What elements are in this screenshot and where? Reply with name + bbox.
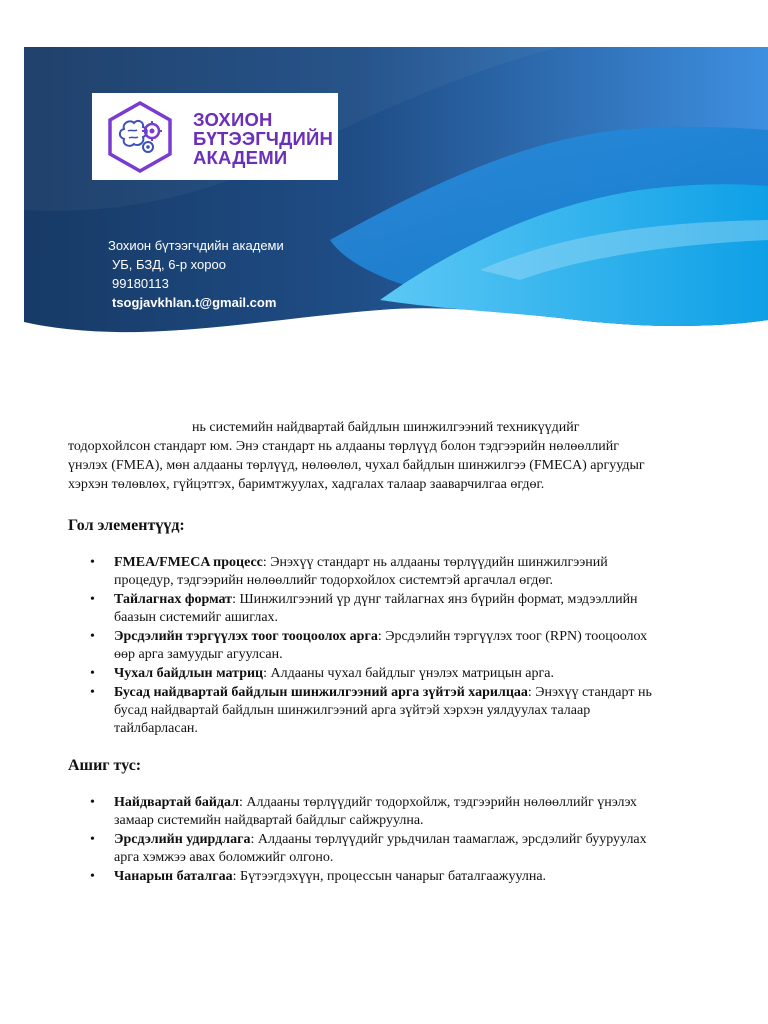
list-item-term: Бусад найдвартай байдлын шинжилгээний арга зүйтэй харилцаа xyxy=(114,685,528,700)
list-item xyxy=(68,628,708,664)
logo-text-line: БҮТЭЭГЧДИЙН xyxy=(193,128,334,149)
bullet-icon: • xyxy=(90,592,95,607)
list-item-term: FMEA/FMECA процесс xyxy=(114,555,263,570)
bullet-icon: • xyxy=(90,869,95,884)
section-heading-key-elements: Гол элементүүд: xyxy=(68,517,185,534)
list-item-term: Чухал байдлын матриц xyxy=(114,666,264,681)
list-item-line xyxy=(114,665,708,683)
list-item-line xyxy=(114,684,708,702)
intro-line: үнэлэх (FMEA), мөн алдааны төрлүүд, нөлөөлөл, чухал байдлын шинжилгээ (FMECA) аргуудыг xyxy=(68,458,645,473)
intro-line: нь системийн найдвартай байдлын шинжилгээний техникүүдийг xyxy=(192,420,580,435)
list-item-term: Чанарын баталгаа xyxy=(114,869,233,884)
list-item-line xyxy=(114,794,708,812)
list-item-line: процедур, тэдгээрийн нөлөөллийг тодорхойлох системтэй аргачлал өгдөг. xyxy=(114,573,554,588)
contact-address: УБ, БЗД, 6-р хороо xyxy=(112,257,226,272)
list-item-line: замаар системийн найдвартай байдлыг сайжруулна. xyxy=(114,813,424,828)
list-item-term: Тайлагнах формат xyxy=(114,592,233,607)
contact-email[interactable]: tsogjavkhlan.t@gmail.com xyxy=(112,295,277,310)
list-item-line xyxy=(114,831,708,849)
contact-phone: 99180113 xyxy=(112,276,169,291)
list-item-text: : Бүтээгдэхүүн, процессын чанарыг баталгаажуулна. xyxy=(232,869,547,884)
list-item xyxy=(68,591,708,627)
list-item-line xyxy=(114,868,708,886)
bullet-icon: • xyxy=(90,795,95,810)
logo-text xyxy=(193,110,333,167)
intro-line: тодорхойлсон стандарт юм. Энэ стандарт нь алдааны төрлүүд болон тэдгээрийн нөлөөллийг xyxy=(68,439,620,454)
document-body xyxy=(68,418,708,887)
list-item-text: : Энэхүү стандарт нь xyxy=(527,685,652,700)
list-item-text: : Алдааны чухал байдлыг үнэлэх матрицын арга. xyxy=(263,666,554,681)
list-item-line: бусад найдвартай байдлын шинжилгээний арга зүйтэй хэрхэн уялдуулах талаар xyxy=(114,703,591,718)
bullet-icon: • xyxy=(90,555,95,570)
bullet-icon: • xyxy=(90,685,95,700)
bullet-icon: • xyxy=(90,832,95,847)
gears-brain-hexagon-icon xyxy=(102,99,178,175)
list-item xyxy=(68,794,708,830)
academy-logo xyxy=(92,93,338,180)
list-item-line: өөр арга замуудыг агуулсан. xyxy=(114,647,283,662)
list-item-line: арга хэмжээ авах боломжийг олгоно. xyxy=(114,850,334,865)
list-item-text: : Эрсдэлийн тэргүүлэх тоог (RPN) тооцоолох xyxy=(377,629,648,644)
list-item-text: : Алдааны төрлүүдийг тодорхойлж, тэдгээрийн нөлөөллийг үнэлэх xyxy=(238,795,637,810)
list-item xyxy=(68,831,708,867)
bullet-icon: • xyxy=(90,666,95,681)
key-elements-list xyxy=(68,554,708,738)
list-item-line xyxy=(114,554,708,572)
list-item-line xyxy=(114,591,708,609)
list-item xyxy=(68,665,708,683)
list-item-term: Эрсдэлийн удирдлага xyxy=(114,832,251,847)
logo-text-line: АКАДЕМИ xyxy=(193,147,288,168)
bullet-icon: • xyxy=(90,629,95,644)
intro-line: хэрхэн төлөвлөх, гүйцэтгэх, баримтжуулах, хадгалах талаар зааварчилгаа өгдөг. xyxy=(68,477,545,492)
list-item xyxy=(68,684,708,738)
list-item-term: Найдвартай байдал xyxy=(114,795,239,810)
contact-info xyxy=(108,236,284,312)
list-item-text: : Алдааны төрлүүдийг урьдчилан таамаглаж, эрсдэлийг бууруулах xyxy=(250,832,647,847)
list-item-term: Эрсдэлийн тэргүүлэх тоог тооцоолох арга xyxy=(114,629,378,644)
list-item-text: : Шинжилгээний үр дүнг тайлагнах янз бүрийн формат, мэдээллийн xyxy=(232,592,638,607)
contact-name: Зохион бүтээгчдийн академи xyxy=(108,238,284,253)
list-item-line: тайлбарласан. xyxy=(114,721,198,736)
list-item-line xyxy=(114,628,708,646)
benefits-list xyxy=(68,794,708,886)
list-item-text: : Энэхүү стандарт нь алдааны төрлүүдийн шинжилгээний xyxy=(262,555,608,570)
logo-text-line: ЗОХИОН xyxy=(193,109,273,130)
list-item xyxy=(68,554,708,590)
section-heading-benefits: Ашиг тус: xyxy=(68,757,142,774)
list-item-line: баазын системийг ашиглах. xyxy=(114,610,279,625)
intro-paragraph xyxy=(68,418,708,494)
list-item xyxy=(68,868,708,886)
